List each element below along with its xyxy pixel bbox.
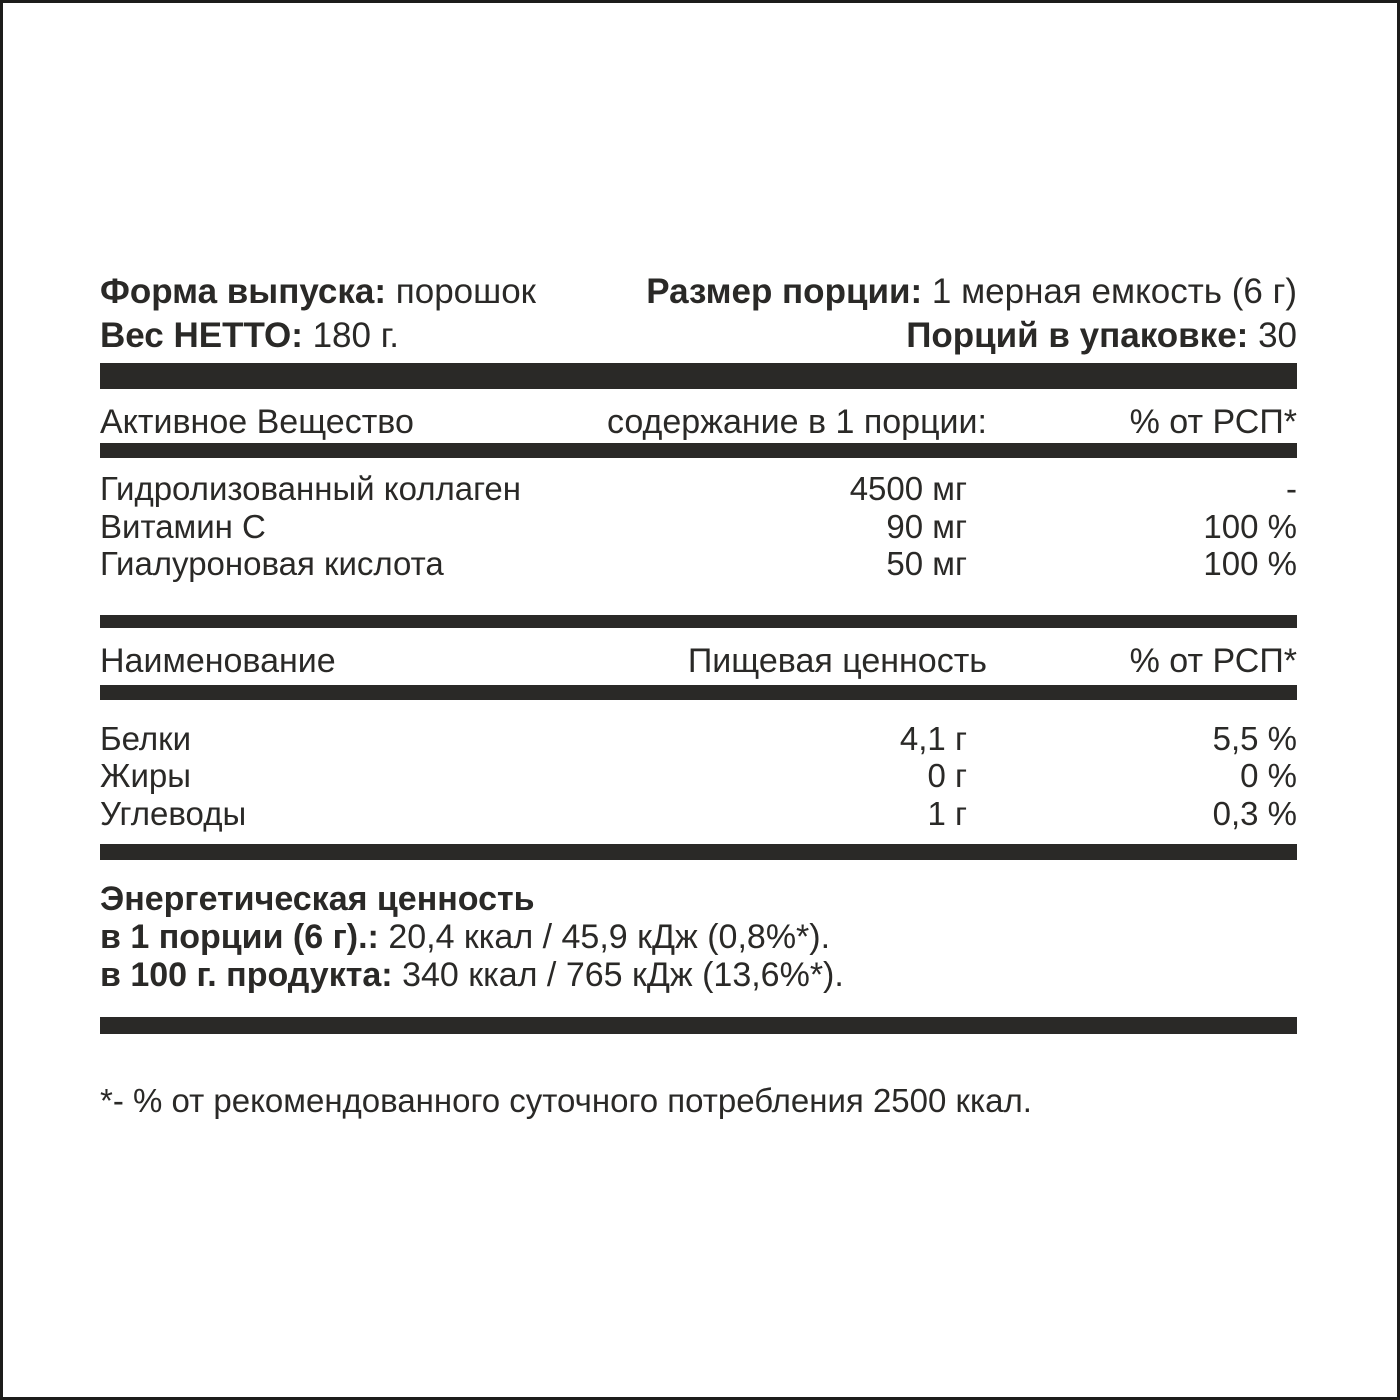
nutrient-name: Белки: [100, 719, 192, 757]
divider-bar-nutrition-header: [100, 685, 1297, 700]
active-table-header-row: [100, 401, 1297, 443]
divider-bar-nutrition-top: [100, 615, 1297, 628]
nutrient-rsp: 0 %: [1240, 757, 1297, 794]
net-weight-label: Вес НЕТТО:: [100, 316, 303, 355]
energy-section: [100, 880, 1297, 994]
nutrient-amount: 0 г: [927, 757, 967, 794]
energy-per-serving-line: [100, 918, 1297, 956]
product-info-left: [100, 270, 536, 358]
energy-per-100g-label: в 100 г. продукта:: [100, 956, 393, 994]
divider-bar-bottom: [100, 1017, 1297, 1034]
form-value: порошок: [395, 272, 536, 311]
active-table-body: [100, 470, 1297, 583]
net-weight-value: 180 г.: [312, 316, 399, 355]
ingredient-amount: 4500 мг: [849, 470, 967, 507]
energy-per-100g-value: 340 ккал / 765 кДж (13,6%*).: [402, 956, 844, 994]
rsp-footnote: *- % от рекомендованного суточного потребления 2500 ккал.: [100, 1082, 1032, 1119]
divider-bar-active-header: [100, 443, 1297, 458]
servings-per-pack-line: [646, 314, 1297, 358]
ingredient-rsp: 100 %: [1203, 507, 1297, 545]
ingredient-name: Гиалуроновая кислота: [100, 545, 444, 582]
energy-title: Энергетическая ценность: [100, 880, 535, 918]
ingredient-rsp: -: [1286, 470, 1297, 507]
energy-per-100g-line: [100, 956, 1297, 994]
serving-size-line: [646, 270, 1297, 314]
nutrient-name: Жиры: [100, 757, 191, 794]
nutrient-rsp: 0,3 %: [1212, 794, 1297, 832]
serving-size-label: Размер порции:: [646, 272, 923, 311]
nutrition-table-body: [100, 720, 1297, 833]
active-table-header-name: Активное Вещество: [100, 403, 414, 441]
servings-per-pack-label: Порций в упаковке:: [906, 316, 1249, 355]
ingredient-amount: 50 мг: [886, 545, 967, 582]
divider-bar-top: [100, 363, 1297, 389]
ingredient-amount: 90 мг: [886, 507, 967, 545]
nutrient-amount: 1 г: [927, 794, 967, 832]
divider-bar-energy-top: [100, 844, 1297, 860]
ingredient-name: Витамин С: [100, 507, 266, 545]
nutrient-name: Углеводы: [100, 794, 247, 832]
nutrition-table-header-name: Наименование: [100, 641, 336, 680]
form-label: Форма выпуска:: [100, 272, 387, 311]
serving-size-value: 1 мерная емкость (6 г): [931, 272, 1297, 311]
ingredient-rsp: 100 %: [1203, 545, 1297, 582]
nutrient-rsp: 5,5 %: [1212, 719, 1297, 757]
nutrition-table-header-rsp: % от РСП*: [1129, 641, 1297, 680]
product-info: [100, 270, 1297, 358]
nutrition-table-header-row: [100, 640, 1297, 682]
servings-per-pack-value: 30: [1258, 316, 1297, 355]
ingredient-name: Гидролизованный коллаген: [100, 470, 521, 507]
form-line: [100, 270, 536, 314]
energy-per-serving-label: в 1 порции (6 г).:: [100, 918, 379, 956]
nutrient-amount: 4,1 г: [899, 719, 967, 757]
energy-per-serving-value: 20,4 ккал / 45,9 кДж (0,8%*).: [388, 918, 831, 956]
product-info-right: [646, 270, 1297, 358]
net-weight-line: [100, 314, 536, 358]
nutrition-table-header-amount: Пищевая ценность: [687, 641, 987, 680]
supplement-facts-panel: [100, 0, 1297, 1123]
active-table-header-rsp: % от РСП*: [1129, 403, 1297, 441]
active-table-header-amount: содержание в 1 порции:: [607, 403, 987, 441]
